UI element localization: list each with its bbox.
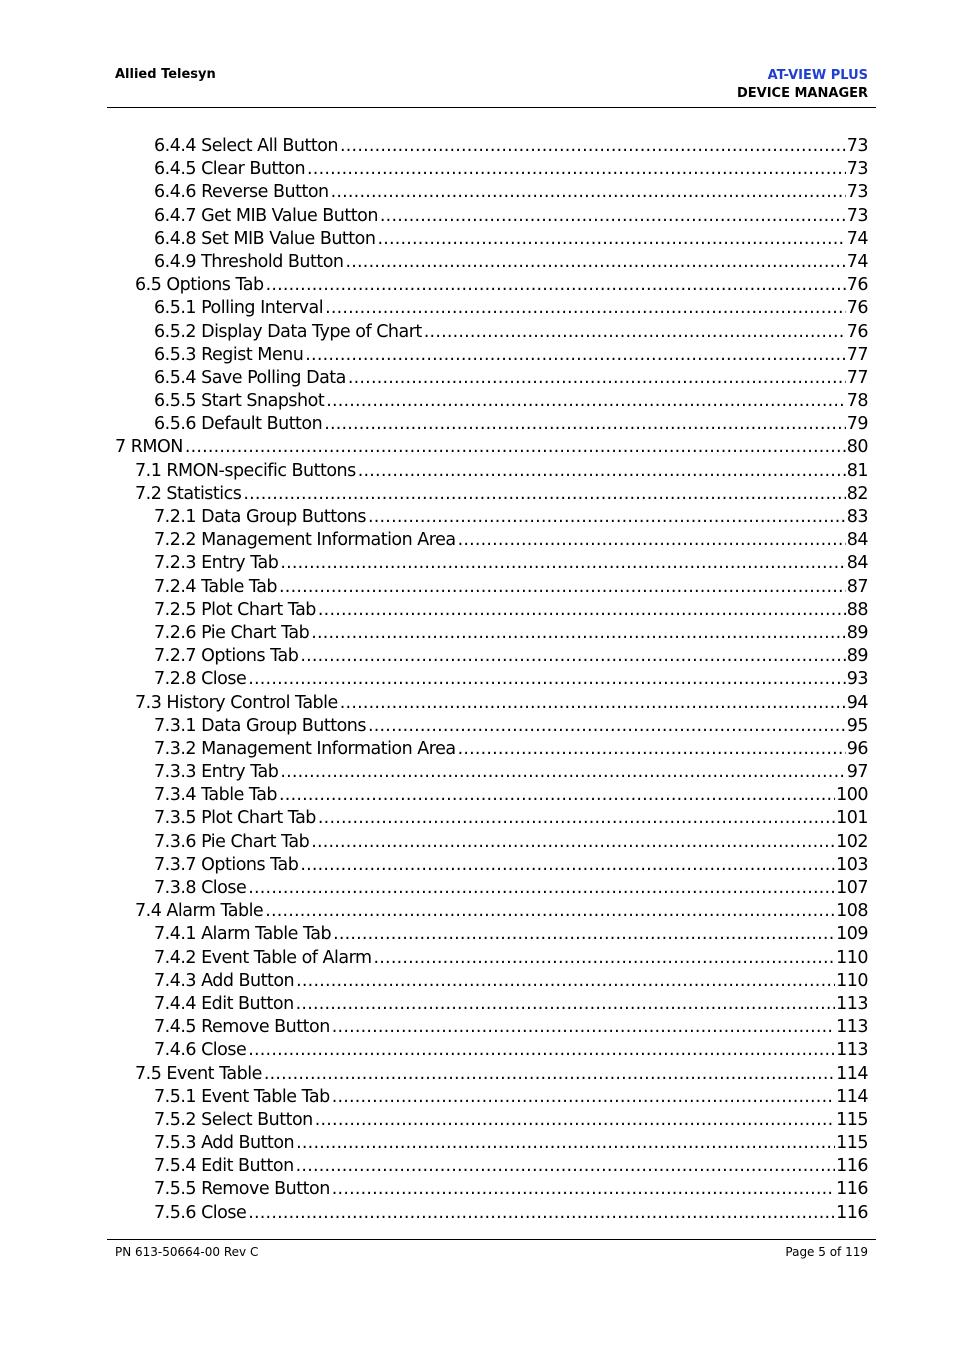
dot-leader	[368, 506, 846, 529]
toc-entry-title: 7.4.3 Add Button	[154, 970, 295, 991]
toc-entry-title: 6.5.4 Save Polling Data	[154, 367, 346, 388]
dot-leader	[185, 436, 846, 459]
toc-entry-page: 73	[846, 159, 868, 180]
toc-entry[interactable]	[115, 344, 868, 367]
toc-entry-title: 7.2.4 Table Tab	[154, 576, 278, 597]
dot-leader	[340, 692, 846, 715]
dot-leader	[318, 807, 835, 830]
toc-entry-page: 114	[836, 1063, 868, 1084]
dot-leader	[346, 251, 846, 274]
dot-leader	[458, 529, 846, 552]
toc-entry-page: 101	[836, 808, 868, 829]
toc-entry[interactable]	[115, 135, 868, 158]
toc-entry-title: 7.4.2 Event Table of Alarm	[154, 947, 372, 968]
toc-entry[interactable]	[115, 715, 868, 738]
toc-entry[interactable]	[115, 738, 868, 761]
toc-entry[interactable]	[115, 784, 868, 807]
dot-leader	[296, 1155, 835, 1178]
toc-entry[interactable]	[115, 1016, 868, 1039]
toc-entry-title: 7.5.6 Close	[154, 1202, 247, 1223]
toc-entry-page: 76	[846, 298, 868, 319]
toc-entry[interactable]	[115, 228, 868, 251]
toc-entry-title: 7.1 RMON-specific Buttons	[135, 460, 356, 481]
dot-leader	[248, 877, 835, 900]
toc-entry[interactable]	[115, 552, 868, 575]
toc-entry[interactable]	[115, 1086, 868, 1109]
toc-entry[interactable]	[115, 970, 868, 993]
toc-entry-title: 7.2 Statistics	[135, 483, 242, 504]
footer-divider	[107, 1239, 876, 1240]
toc-entry-title: 7.3.6 Pie Chart Tab	[154, 831, 310, 852]
toc-entry-title: 7.5.2 Select Button	[154, 1109, 313, 1130]
dot-leader	[348, 367, 846, 390]
toc-entry[interactable]	[115, 622, 868, 645]
toc-entry-page: 82	[846, 483, 868, 504]
toc-entry-page: 116	[836, 1156, 868, 1177]
dot-leader	[331, 181, 846, 204]
dot-leader	[280, 552, 845, 575]
dot-leader	[377, 228, 845, 251]
dot-leader	[307, 158, 846, 181]
toc-entry-page: 73	[846, 182, 868, 203]
toc-entry[interactable]	[115, 599, 868, 622]
toc-entry[interactable]	[115, 436, 868, 459]
toc-entry-title: 7.5.1 Event Table Tab	[154, 1086, 330, 1107]
toc-entry-title: 6.5.2 Display Data Type of Chart	[154, 321, 422, 342]
toc-entry-page: 73	[846, 136, 868, 156]
toc-entry-title: 7.3.5 Plot Chart Tab	[154, 808, 316, 829]
toc-entry-page: 79	[846, 414, 868, 435]
toc-entry-page: 80	[846, 437, 868, 458]
toc-entry[interactable]	[115, 1063, 868, 1086]
toc-entry-title: 7.3.2 Management Information Area	[154, 738, 456, 759]
toc-entry[interactable]	[115, 1155, 868, 1178]
toc-entry[interactable]	[115, 205, 868, 228]
dot-leader	[265, 900, 835, 923]
toc-entry-title: 7.5.5 Remove Button	[154, 1179, 330, 1200]
toc-entry-page: 74	[846, 251, 868, 272]
toc-entry-page: 96	[846, 738, 868, 759]
toc-entry[interactable]	[115, 158, 868, 181]
toc-entry[interactable]	[115, 993, 868, 1016]
toc-entry-page: 81	[846, 460, 868, 481]
document-title	[737, 67, 868, 103]
toc-entry[interactable]	[115, 460, 868, 483]
toc-entry-page: 76	[846, 275, 868, 296]
toc-entry[interactable]	[115, 692, 868, 715]
toc-entry-title: 6.5.3 Regist Menu	[154, 344, 304, 365]
toc-entry-title: 7.3.1 Data Group Buttons	[154, 715, 367, 736]
toc-entry[interactable]	[115, 1132, 868, 1155]
toc-entry-title: 6.5 Options Tab	[135, 275, 264, 296]
toc-entry[interactable]	[115, 947, 868, 970]
dot-leader	[248, 1202, 835, 1225]
dot-leader	[248, 668, 845, 691]
dot-leader	[315, 1109, 835, 1132]
toc-entry-title: 7.5.3 Add Button	[154, 1133, 295, 1154]
toc-entry-page: 77	[846, 367, 868, 388]
page-number: Page 5 of 119	[785, 1245, 868, 1259]
toc-entry[interactable]	[115, 297, 868, 320]
product-name: AT-VIEW PLUS	[767, 68, 868, 83]
toc-entry-title: 7.2.7 Options Tab	[154, 646, 299, 667]
toc-entry[interactable]	[115, 645, 868, 668]
toc-entry-page: 93	[846, 669, 868, 690]
toc-entry-page: 109	[836, 924, 868, 945]
toc-entry-page: 74	[846, 228, 868, 249]
dot-leader	[311, 831, 835, 854]
section-name: DEVICE MANAGER	[736, 86, 868, 101]
toc-entry-title: 7 RMON	[115, 437, 183, 458]
toc-entry-title: 6.4.5 Clear Button	[154, 159, 306, 180]
toc-entry[interactable]	[115, 854, 868, 877]
toc-entry-page: 110	[836, 947, 868, 968]
toc-entry-title: 7.2.8 Close	[154, 669, 247, 690]
toc-entry-page: 89	[846, 622, 868, 643]
toc-entry-title: 6.5.1 Polling Interval	[154, 298, 324, 319]
toc-entry-page: 89	[846, 646, 868, 667]
toc-entry-title: 6.4.4 Select All Button	[154, 136, 339, 156]
toc-entry-page: 115	[836, 1133, 868, 1154]
toc-entry-title: 7.4.1 Alarm Table Tab	[154, 924, 332, 945]
toc-entry[interactable]	[115, 1109, 868, 1132]
toc-entry[interactable]	[115, 668, 868, 691]
part-number: PN 613-50664-00 Rev C	[115, 1245, 259, 1259]
company-name: Allied Telesyn	[115, 67, 216, 82]
toc-entry-page: 110	[836, 970, 868, 991]
toc-entry-page: 113	[836, 993, 868, 1014]
toc-entry[interactable]	[115, 831, 868, 854]
dot-leader	[318, 599, 846, 622]
toc-entry-page: 97	[846, 762, 868, 783]
toc-entry-page: 77	[846, 344, 868, 365]
toc-entry-title: 6.4.8 Set MIB Value Button	[154, 228, 376, 249]
dot-leader	[332, 1178, 835, 1201]
toc-entry-page: 87	[846, 576, 868, 597]
toc-entry-title: 6.4.6 Reverse Button	[154, 182, 329, 203]
toc-entry-title: 7.2.3 Entry Tab	[154, 553, 279, 574]
dot-leader	[332, 1086, 835, 1109]
toc-entry-page: 84	[846, 553, 868, 574]
toc-entry-page: 100	[836, 785, 868, 806]
dot-leader	[326, 390, 846, 413]
dot-leader	[300, 645, 845, 668]
toc-entry-title: 7.4.6 Close	[154, 1040, 247, 1061]
toc-entry-page: 102	[836, 831, 868, 852]
toc-entry-page: 116	[836, 1202, 868, 1223]
toc-entry-page: 94	[846, 692, 868, 713]
dot-leader	[296, 993, 835, 1016]
dot-leader	[340, 135, 846, 158]
toc-entry-title: 6.4.7 Get MIB Value Button	[154, 205, 378, 226]
toc-entry-page: 108	[836, 901, 868, 922]
toc-entry[interactable]	[115, 1039, 868, 1062]
toc-entry[interactable]	[115, 274, 868, 297]
toc-entry-title: 6.5.6 Default Button	[154, 414, 323, 435]
dot-leader	[424, 321, 846, 344]
dot-leader	[325, 297, 846, 320]
toc-entry[interactable]	[115, 761, 868, 784]
toc-entry-page: 115	[836, 1109, 868, 1130]
dot-leader	[368, 715, 846, 738]
toc-entry[interactable]	[115, 807, 868, 830]
dot-leader	[458, 738, 846, 761]
toc-entry-title: 7.3.7 Options Tab	[154, 854, 299, 875]
dot-leader	[248, 1039, 835, 1062]
toc-entry-page: 116	[836, 1179, 868, 1200]
toc-entry-title: 7.5.4 Edit Button	[154, 1156, 294, 1177]
toc-entry-title: 7.3.8 Close	[154, 878, 247, 898]
toc-entry-page: 76	[846, 321, 868, 342]
toc-entry-page: 83	[846, 507, 868, 527]
dot-leader	[333, 923, 835, 946]
toc-entry[interactable]	[115, 413, 868, 436]
toc-entry-page: 114	[836, 1086, 868, 1107]
toc-entry-page: 95	[846, 715, 868, 736]
toc-entry[interactable]	[115, 321, 868, 344]
toc-entry[interactable]	[115, 390, 868, 413]
dot-leader	[279, 784, 835, 807]
dot-leader	[279, 576, 846, 599]
toc-entry-title: 7.2.1 Data Group Buttons	[154, 507, 367, 527]
toc-entry[interactable]	[115, 483, 868, 506]
toc-entry-title: 6.4.9 Threshold Button	[154, 251, 344, 272]
toc-entry-page: 107	[836, 878, 868, 898]
toc-entry[interactable]	[115, 900, 868, 923]
toc-entry[interactable]	[115, 367, 868, 390]
toc-entry-title: 7.2.2 Management Information Area	[154, 530, 456, 551]
dot-leader	[243, 483, 845, 506]
dot-leader	[332, 1016, 835, 1039]
table-of-contents	[115, 135, 868, 1225]
dot-leader	[380, 205, 846, 228]
toc-entry-title: 7.5 Event Table	[135, 1063, 262, 1084]
toc-entry[interactable]	[115, 251, 868, 274]
toc-entry-page: 88	[846, 599, 868, 620]
dot-leader	[300, 854, 835, 877]
dot-leader	[374, 947, 836, 970]
toc-entry[interactable]	[115, 1178, 868, 1201]
toc-entry[interactable]	[115, 181, 868, 204]
toc-entry-title: 7.3 History Control Table	[135, 692, 338, 713]
toc-entry-title: 7.4 Alarm Table	[135, 901, 264, 922]
toc-entry-title: 7.3.4 Table Tab	[154, 785, 278, 806]
toc-entry-page: 103	[836, 854, 868, 875]
toc-entry-page: 113	[836, 1017, 868, 1038]
dot-leader	[280, 761, 845, 784]
dot-leader	[264, 1063, 835, 1086]
dot-leader	[311, 622, 845, 645]
toc-entry[interactable]	[115, 1202, 868, 1225]
toc-entry-title: 7.2.6 Pie Chart Tab	[154, 622, 310, 643]
header-divider	[107, 107, 876, 108]
toc-entry[interactable]	[115, 529, 868, 552]
toc-entry-page: 73	[846, 205, 868, 226]
toc-entry[interactable]	[115, 576, 868, 599]
toc-entry[interactable]	[115, 877, 868, 900]
dot-leader	[296, 1132, 835, 1155]
toc-entry-title: 7.4.4 Edit Button	[154, 993, 294, 1014]
dot-leader	[305, 344, 845, 367]
toc-entry-title: 7.4.5 Remove Button	[154, 1017, 330, 1038]
toc-entry-page: 84	[846, 530, 868, 551]
toc-entry-title: 7.2.5 Plot Chart Tab	[154, 599, 316, 620]
dot-leader	[324, 413, 846, 436]
dot-leader	[296, 970, 835, 993]
dot-leader	[266, 274, 846, 297]
toc-entry-title: 7.3.3 Entry Tab	[154, 762, 279, 783]
toc-entry[interactable]	[115, 923, 868, 946]
toc-entry[interactable]	[115, 506, 868, 529]
toc-entry-page: 78	[846, 391, 868, 412]
dot-leader	[358, 460, 846, 483]
toc-entry-page: 113	[836, 1040, 868, 1061]
toc-entry-title: 6.5.5 Start Snapshot	[154, 391, 325, 412]
